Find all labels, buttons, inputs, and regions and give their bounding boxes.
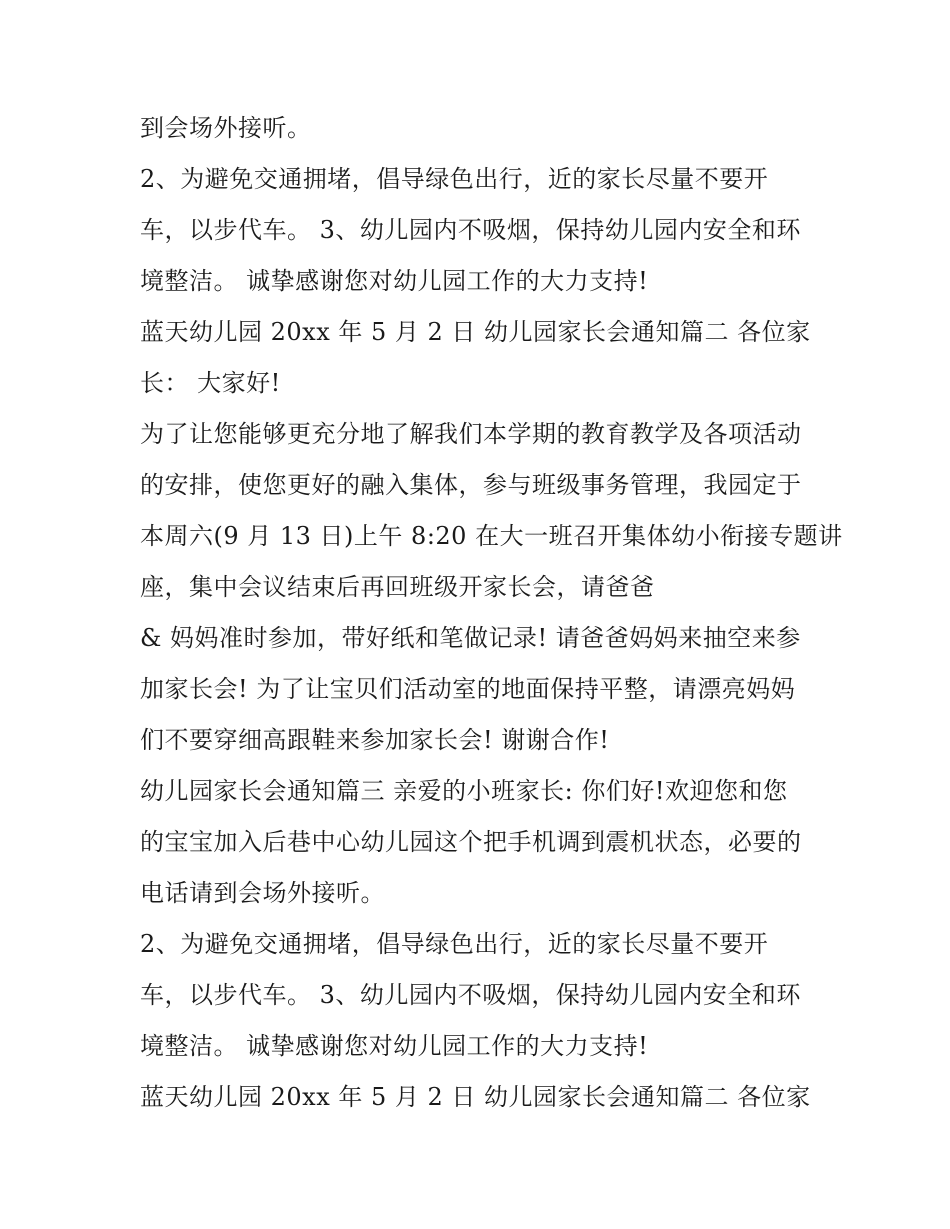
text-line: 本周六(9 月 13 日)上午 8:20 在大一班召开集体幼小衔接专题讲 (140, 522, 843, 550)
text-line: 2、为避免交通拥堵，倡导绿色出行，近的家长尽量不要开 (140, 930, 769, 958)
text-line: 的安排，使您更好的融入集体，参与班级事务管理，我园定于 (140, 471, 802, 499)
text-line: 境整洁。 诚挚感谢您对幼儿园工作的大力支持! (140, 267, 649, 295)
text-line: 们不要穿细高跟鞋来参加家长会! 谢谢合作! (140, 726, 610, 754)
text-line: 长： 大家好! (140, 369, 281, 397)
text-line: 座，集中会议结束后再回班级开家长会，请爸爸 (140, 573, 655, 601)
text-line: 的宝宝加入后巷中心幼儿园这个把手机调到震机状态，必要的 (140, 828, 802, 856)
text-line: 2、为避免交通拥堵，倡导绿色出行，近的家长尽量不要开 (140, 165, 769, 193)
text-line: 电话请到会场外接听。 (140, 879, 385, 907)
text-line: 为了让您能够更充分地了解我们本学期的教育教学及各项活动 (140, 420, 802, 448)
text-line: 蓝天幼儿园 20xx 年 5 月 2 日 幼儿园家长会通知篇二 各位家 (140, 1083, 811, 1111)
text-line: 车，以步代车。 3、幼儿园内不吸烟，保持幼儿园内安全和环 (140, 981, 801, 1009)
text-line: 蓝天幼儿园 20xx 年 5 月 2 日 幼儿园家长会通知篇二 各位家 (140, 318, 811, 346)
text-line: 车，以步代车。 3、幼儿园内不吸烟，保持幼儿园内安全和环 (140, 216, 801, 244)
text-line: 加家长会! 为了让宝贝们活动室的地面保持平整，请漂亮妈妈 (140, 675, 796, 703)
text-line: 到会场外接听。 (140, 114, 312, 142)
text-line: & 妈妈准时参加，带好纸和笔做记录! 请爸爸妈妈来抽空来参 (140, 624, 801, 652)
text-line: 幼儿园家长会通知篇三 亲爱的小班家长: 你们好!欢迎您和您 (140, 777, 788, 805)
text-line: 境整洁。 诚挚感谢您对幼儿园工作的大力支持! (140, 1032, 649, 1060)
